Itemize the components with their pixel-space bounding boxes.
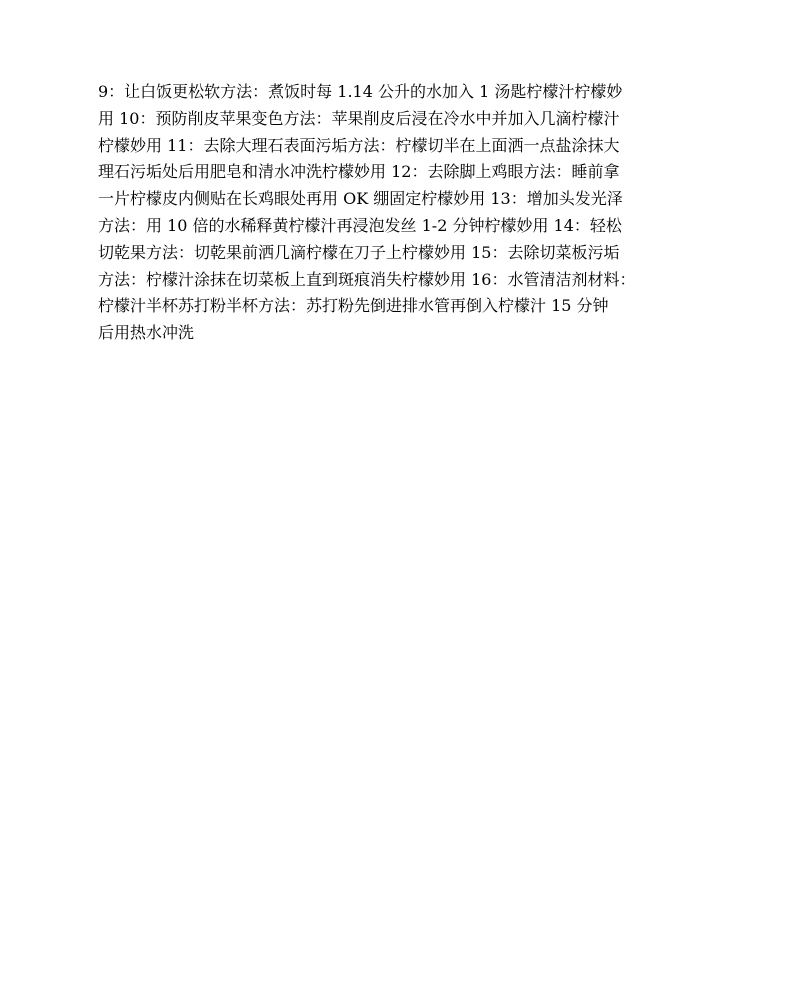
text-line: 一片柠檬皮内侧贴在长鸡眼处再用 OK 绷固定柠檬妙用 13：增加头发光泽 bbox=[98, 189, 623, 209]
text-line: 方法：用 10 倍的水稀释黄柠檬汁再浸泡发丝 1-2 分钟柠檬妙用 14：轻松 bbox=[98, 215, 622, 235]
text-line: 柠檬妙用 11：去除大理石表面污垢方法：柠檬切半在上面洒一点盐涂抹大 bbox=[98, 135, 620, 155]
text-line: 用 10：预防削皮苹果变色方法：苹果削皮后浸在冷水中并加入几滴柠檬汁 bbox=[98, 108, 620, 128]
text-line: 理石污垢处后用肥皂和清水冲洗柠檬妙用 12：去除脚上鸡眼方法：睡前拿 bbox=[98, 162, 620, 182]
text-line: 9：让白饭更松软方法：煮饭时每 1.14 公升的水加入 1 汤匙柠檬汁柠檬妙 bbox=[98, 82, 623, 101]
text-line: 切乾果方法：切乾果前洒几滴柠檬在刀子上柠檬妙用 15：去除切菜板污垢 bbox=[98, 242, 620, 262]
text-line: 柠檬汁半杯苏打粉半杯方法：苏打粉先倒进排水管再倒入柠檬汁 15 分钟 bbox=[98, 296, 609, 316]
text-line: 后用热水冲洗 bbox=[98, 323, 195, 343]
text-line: 方法：柠檬汁涂抹在切菜板上直到斑痕消失柠檬妙用 16：水管清洁剂材料： bbox=[98, 269, 636, 289]
body-text bbox=[98, 79, 698, 347]
